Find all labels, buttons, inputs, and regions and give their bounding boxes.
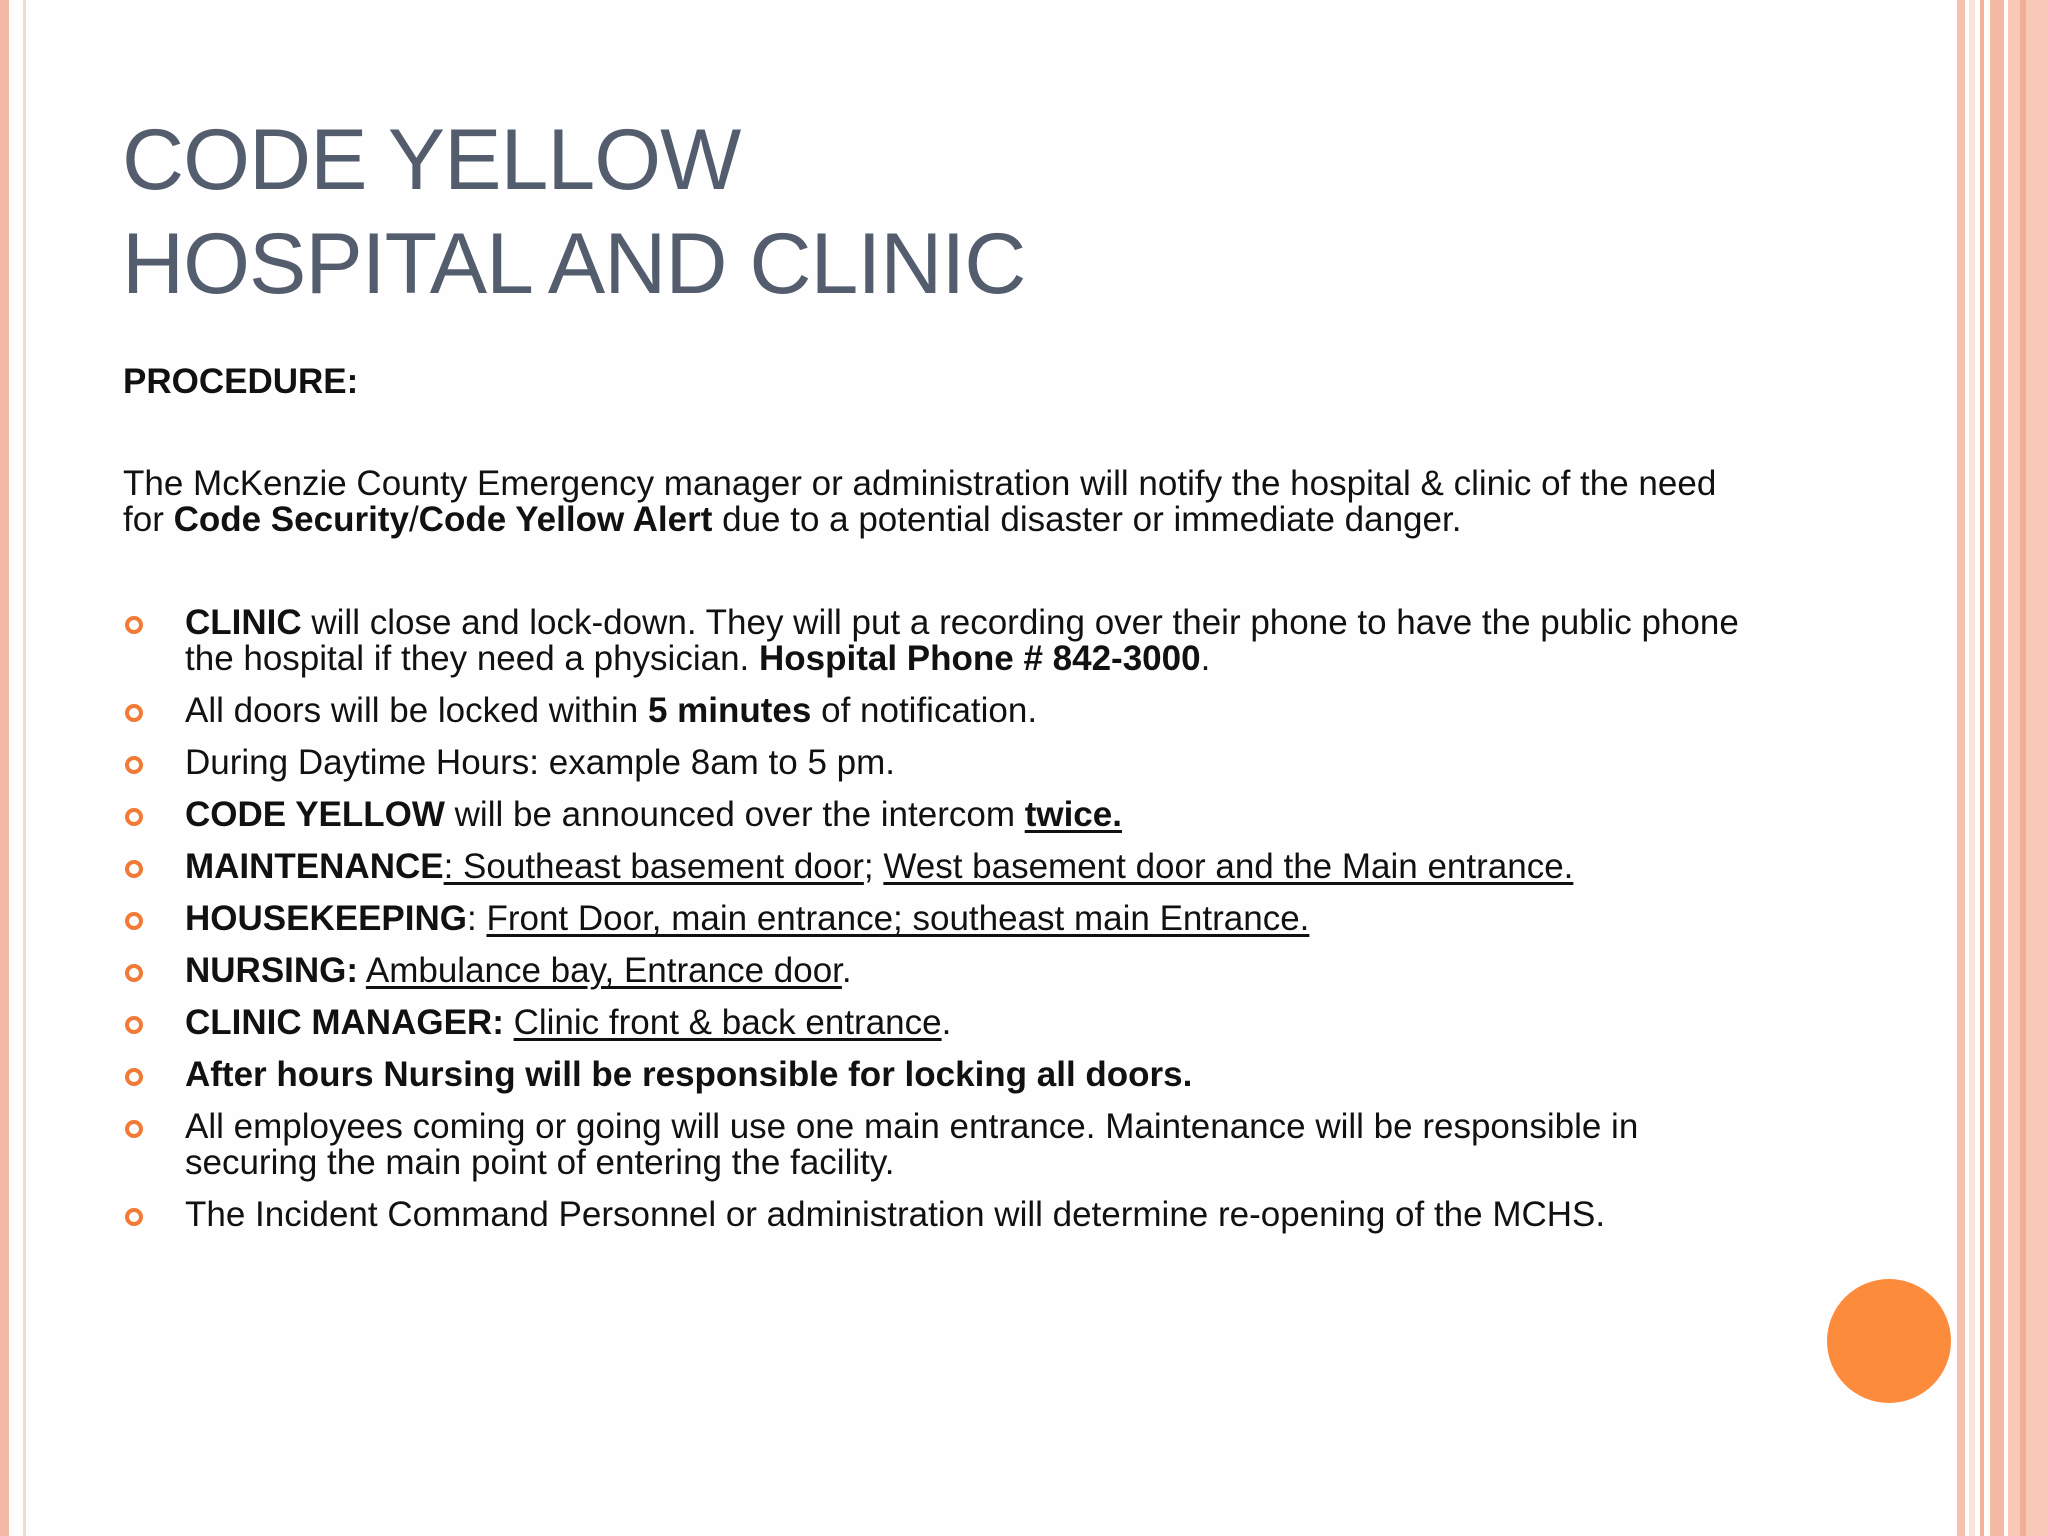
list-item-clinic <box>123 605 1743 677</box>
intro-text: The McKenzie County Emergency manager or administration will notify the hospital & clinic of the need for <box>123 464 1717 539</box>
right-stripe-decoration <box>2008 0 2048 1536</box>
bullet-text: During Daytime Hours: example 8am to 5 pm. <box>185 743 895 782</box>
bullet-underline: Ambulance bay, Entrance door <box>365 951 842 990</box>
list-item-reopening <box>123 1197 1743 1233</box>
bullet-underline: Clinic front & back entrance <box>513 1003 942 1042</box>
bullet-icon <box>125 756 143 774</box>
procedure-heading: PROCEDURE: <box>123 362 359 401</box>
list-item-doors <box>123 693 1743 729</box>
bullet-text: All doors will be locked within <box>185 691 648 730</box>
list-item-daytime <box>123 745 1743 781</box>
intro-separator: / <box>408 500 419 539</box>
bullet-separator <box>504 1003 514 1042</box>
intro-text-end: due to a potential disaster or immediate danger. <box>712 500 1462 539</box>
bullet-icon <box>125 1120 143 1138</box>
left-border-decoration <box>0 0 9 1536</box>
title-line-1: CODE YELLOW <box>122 112 741 208</box>
bullet-underline: : Southeast basement door <box>443 847 864 886</box>
bullet-text: will close and lock-down. They will put a recording over their phone to have the public phone the hospital if they need a physician. <box>185 603 1739 678</box>
bullet-text: The Incident Command Personnel or administration will determine re-opening of the MCHS. <box>185 1195 1606 1234</box>
right-stripe-decoration <box>2020 0 2026 1536</box>
bullet-bold-phone: Hospital Phone # 842-3000 <box>758 639 1201 678</box>
list-item-code-yellow <box>123 797 1743 833</box>
right-stripe-decoration <box>1990 0 2004 1536</box>
bullet-text-end: of notification. <box>811 691 1038 730</box>
bullet-text-end: . <box>841 951 852 990</box>
list-item-maintenance <box>123 849 1743 885</box>
slide-title <box>122 108 1025 316</box>
bullet-underline: Front Door, main entrance; southeast main Entrance. <box>486 899 1310 938</box>
title-line-2: HOSPITAL AND CLINIC <box>122 216 1026 312</box>
bullet-bold: MAINTENANCE <box>185 847 444 886</box>
bullet-icon <box>125 964 143 982</box>
bullet-text: All employees coming or going will use one main entrance. Maintenance will be responsible in securing the main point of entering the facility. <box>185 1107 1639 1182</box>
left-border-decoration-inner <box>23 0 26 1536</box>
bullet-icon <box>125 860 143 878</box>
bullet-bold: NURSING: <box>185 951 359 990</box>
bullet-bold: CODE YELLOW <box>185 795 445 834</box>
bullet-icon <box>125 616 143 634</box>
bullet-separator: ; <box>863 847 884 886</box>
list-item-housekeeping <box>123 901 1743 937</box>
procedure-list <box>123 605 1743 1249</box>
bullet-bold: After hours Nursing will be responsible for locking all doors. <box>185 1055 1193 1094</box>
bullet-separator <box>358 951 366 990</box>
list-item-employees <box>123 1109 1743 1181</box>
bullet-icon <box>125 808 143 826</box>
list-item-clinic-manager <box>123 1005 1743 1041</box>
bullet-bold: CLINIC <box>185 603 302 642</box>
list-item-nursing <box>123 953 1743 989</box>
bullet-icon <box>125 1208 143 1226</box>
bullet-underline: West basement door and the Main entrance. <box>883 847 1574 886</box>
list-item-after-hours <box>123 1057 1743 1093</box>
bullet-icon <box>125 704 143 722</box>
bullet-icon <box>125 1016 143 1034</box>
right-stripe-decoration <box>1980 0 1984 1536</box>
bullet-text-end: . <box>941 1003 952 1042</box>
bullet-text-end: . <box>1200 639 1211 678</box>
bullet-text: will be announced over the intercom <box>444 795 1025 834</box>
bullet-bold: HOUSEKEEPING <box>185 899 467 938</box>
right-stripe-decoration <box>1969 0 1975 1536</box>
accent-circle <box>1827 1279 1951 1403</box>
bullet-bold: 5 minutes <box>647 691 812 730</box>
bullet-icon <box>125 912 143 930</box>
bullet-icon <box>125 1068 143 1086</box>
bullet-separator: : <box>467 899 487 938</box>
bullet-bold-underline: twice. <box>1024 795 1122 834</box>
bullet-bold: CLINIC MANAGER: <box>185 1003 504 1042</box>
intro-bold-code-yellow-alert: Code Yellow Alert <box>418 500 713 539</box>
slide-content <box>123 358 1743 1234</box>
procedure-intro <box>123 466 1743 538</box>
right-stripe-decoration <box>1957 0 1965 1536</box>
intro-bold-code-security: Code Security <box>173 500 409 539</box>
